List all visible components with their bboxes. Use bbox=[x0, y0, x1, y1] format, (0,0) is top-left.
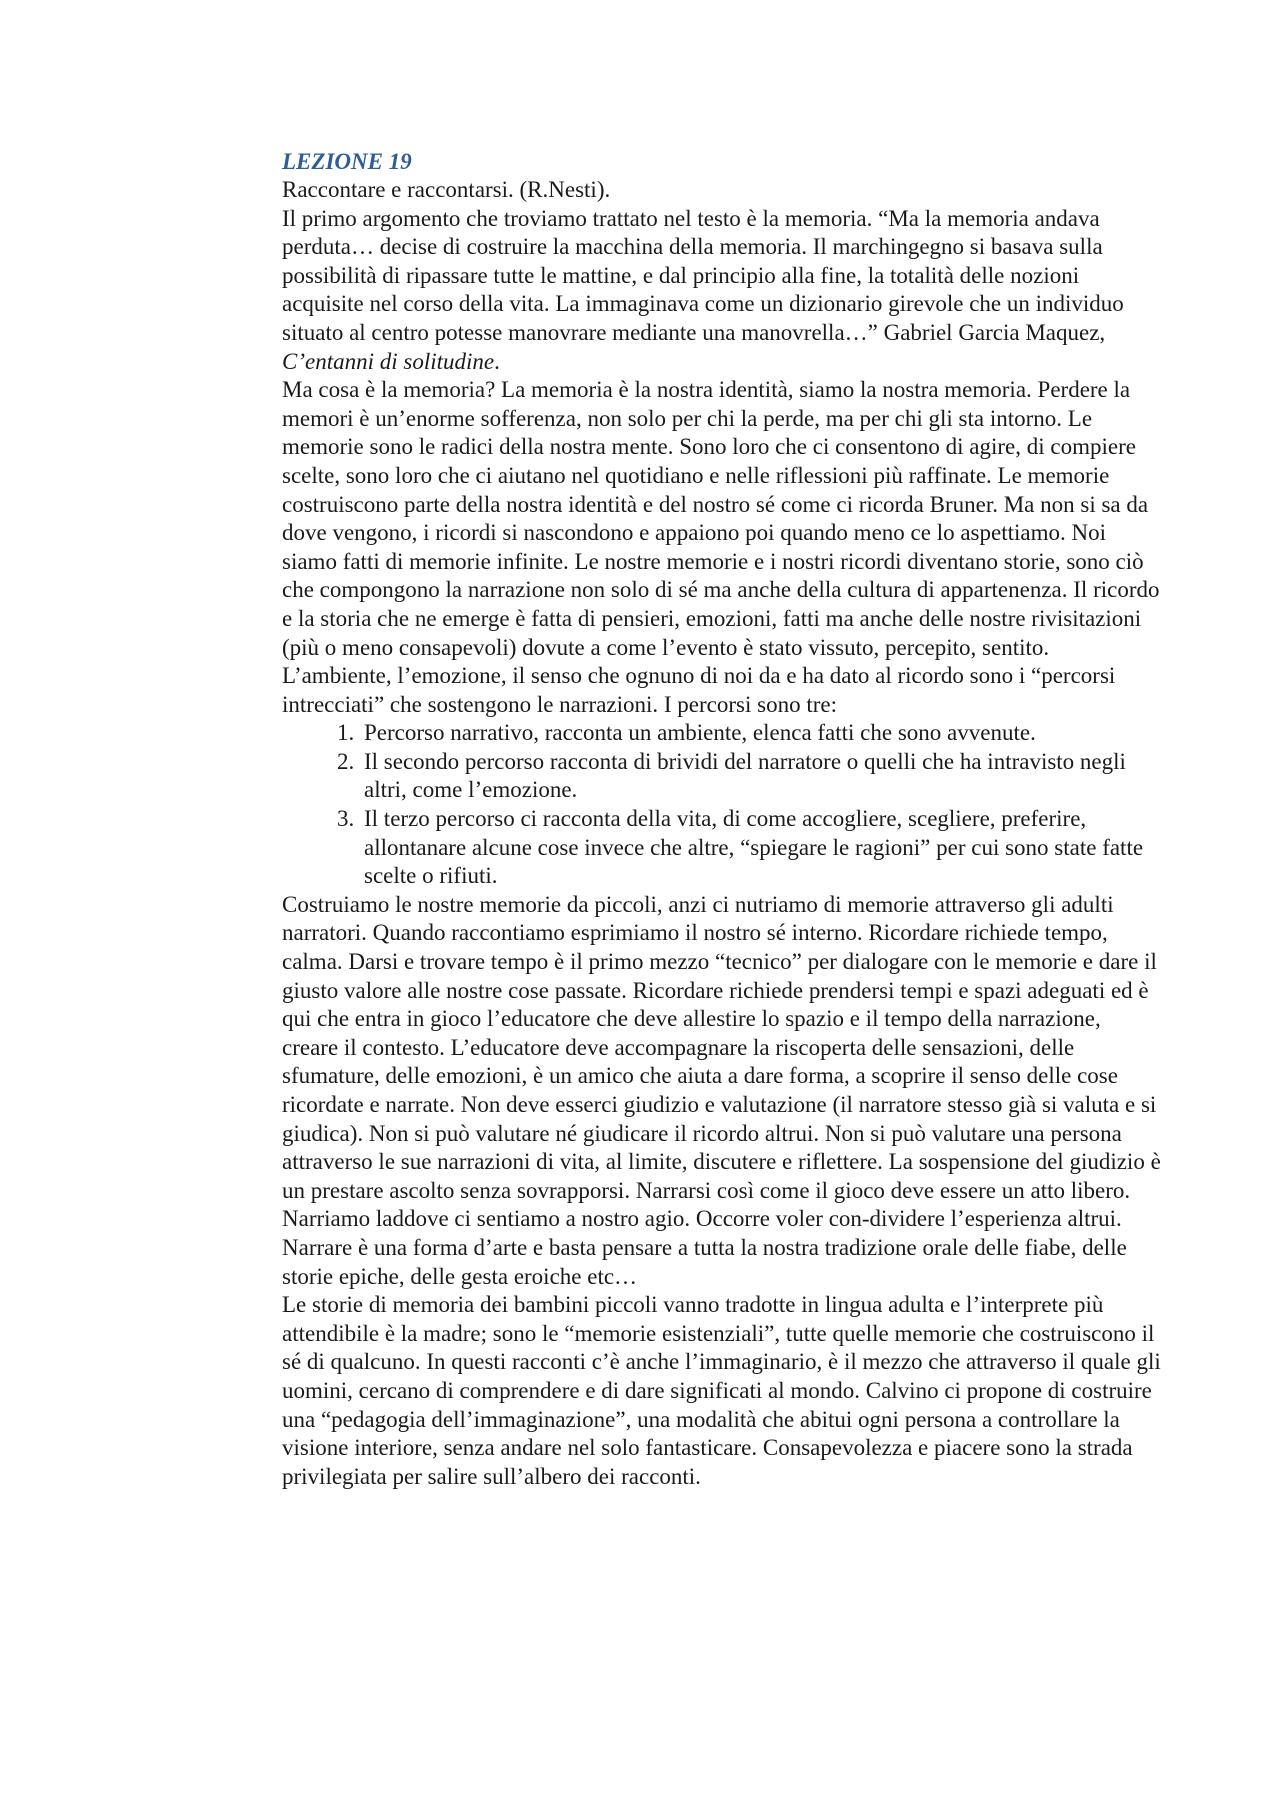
paragraph-memory-quote-end: . bbox=[494, 348, 500, 374]
paths-list bbox=[282, 719, 1162, 891]
lesson-subtitle: Raccontare e raccontarsi. (R.Nesti). bbox=[282, 177, 611, 202]
paragraph-memory-quote-text: Il primo argomento che troviamo trattato nel testo è la memoria. “Ma la memoria andava perduta… decise di costruire la macchina della memoria. Il marchingegno si basava sulla possibilità di ripassare tutte le mattine, e dal principio alla fine, la totalità delle nozioni acquisite nel corso della vita. La immaginava come un dizionario girevole che un individuo situato al centro potesse manovrare mediante una manovrella…” Gabriel Garcia Maquez, bbox=[282, 205, 1124, 345]
paragraph-memory-quote bbox=[282, 205, 1162, 377]
paragraph-memory-identity: Ma cosa è la memoria? La memoria è la nostra identità, siamo la nostra memoria. Perdere la memori è un’enorme sofferenza, non solo per chi la perde, ma per chi gli sta intorno. Le memorie sono le radici della nostra mente. Sono loro che ci consentono di agire, di compiere scelte, sono loro che ci aiutano nel quotidiano e nelle riflessioni più raffinate. Le memorie costruiscono parte della nostra identità e del nostro sé come ci ricorda Bruner. Ma non si sa da dove vengono, i ricordi si nascondono e appaiono poi quando meno ce lo aspettiamo. Noi siamo fatti di memorie infinite. Le nostre memorie e i nostri ricordi diventano storie, sono ciò che compongono la narrazione non solo di sé ma anche della cultura di appartenenza. Il ricordo e la storia che ne emerge è fatta di pensieri, emozioni, fatti ma anche delle nostre rivisitazioni (più o meno consapevoli) dovute a come l’evento è stato vissuto, percepito, sentito. L’ambiente, l’emozione, il senso che ognuno di noi da e ha dato al ricordo sono i “percorsi intrecciati” che sostengono le narrazioni. I percorsi sono tre: bbox=[282, 377, 1160, 717]
list-item: 2. Il secondo percorso racconta di brividi del narratore o quelli che ha intravisto negli altri, come l’emozione. bbox=[360, 748, 1162, 805]
paragraph-educator: Costruiamo le nostre memorie da piccoli, anzi ci nutriamo di memorie attraverso gli adulti narratori. Quando raccontiamo esprimiamo il nostro sé interno. Ricordare richiede tempo, calma. Darsi e trovare tempo è il primo mezzo “tecnico” per dialogare con le memorie e dare il giusto valore alle nostre cose passate. Ricordare richiede prendersi tempi e spazi adeguati ed è qui che entra in gioco l’educatore che deve allestire lo spazio e il tempo della narrazione, creare il contesto. L’educatore deve accompagnare la riscoperta delle sensazioni, delle sfumature, delle emozioni, è un amico che aiuta a dare forma, a scoprire il senso delle cose ricordate e narrate. Non deve esserci giudizio e valutazione (il narratore stesso già si valuta e si giudica). Non si può valutare né giudicare il ricordo altrui. Non si può valutare una persona attraverso le sue narrazioni di vita, al limite, discutere e riflettere. La sospensione del giudizio è un prestare ascolto senza sovrapporsi. Narrarsi così come il gioco deve essere un atto libero. Narriamo laddove ci sentiamo a nostro agio. Occorre voler con-dividere l’esperienza altrui. Narrare è una forma d’arte e basta pensare a tutta la nostra tradizione orale delle fiabe, delle storie epiche, delle gesta eroiche etc… bbox=[282, 891, 1161, 1289]
list-item: 1. Percorso narrativo, racconta un ambiente, elenca fatti che sono avvenute. bbox=[360, 719, 1162, 748]
book-title: C’entanni di solitudine bbox=[282, 348, 495, 374]
document-page bbox=[282, 148, 1162, 1491]
lesson-heading: LEZIONE 19 bbox=[282, 149, 412, 174]
paragraph-children-stories: Le storie di memoria dei bambini piccoli vanno tradotte in lingua adulta e l’interprete più attendibile è la madre; sono le “memorie esistenziali”, tutte quelle memorie che costruiscono il sé di qualcuno. In questi racconti c’è anche l’immaginario, è il mezzo che attraverso il quale gli uomini, cercano di comprendere e di dare significati al mondo. Calvino ci propone di costruire una “pedagogia dell’immaginazione”, una modalità che abitui ogni persona a controllare la visione interiore, senza andare nel solo fantasticare. Consapevolezza e piacere sono la strada privilegiata per salire sull’albero dei racconti. bbox=[282, 1292, 1161, 1489]
list-item: 3. Il terzo percorso ci racconta della vita, di come accogliere, scegliere, preferire, allontanare alcune cose invece che altre, “spiegare le ragioni” per cui sono state fatte scelte o rifiuti. bbox=[360, 805, 1162, 891]
